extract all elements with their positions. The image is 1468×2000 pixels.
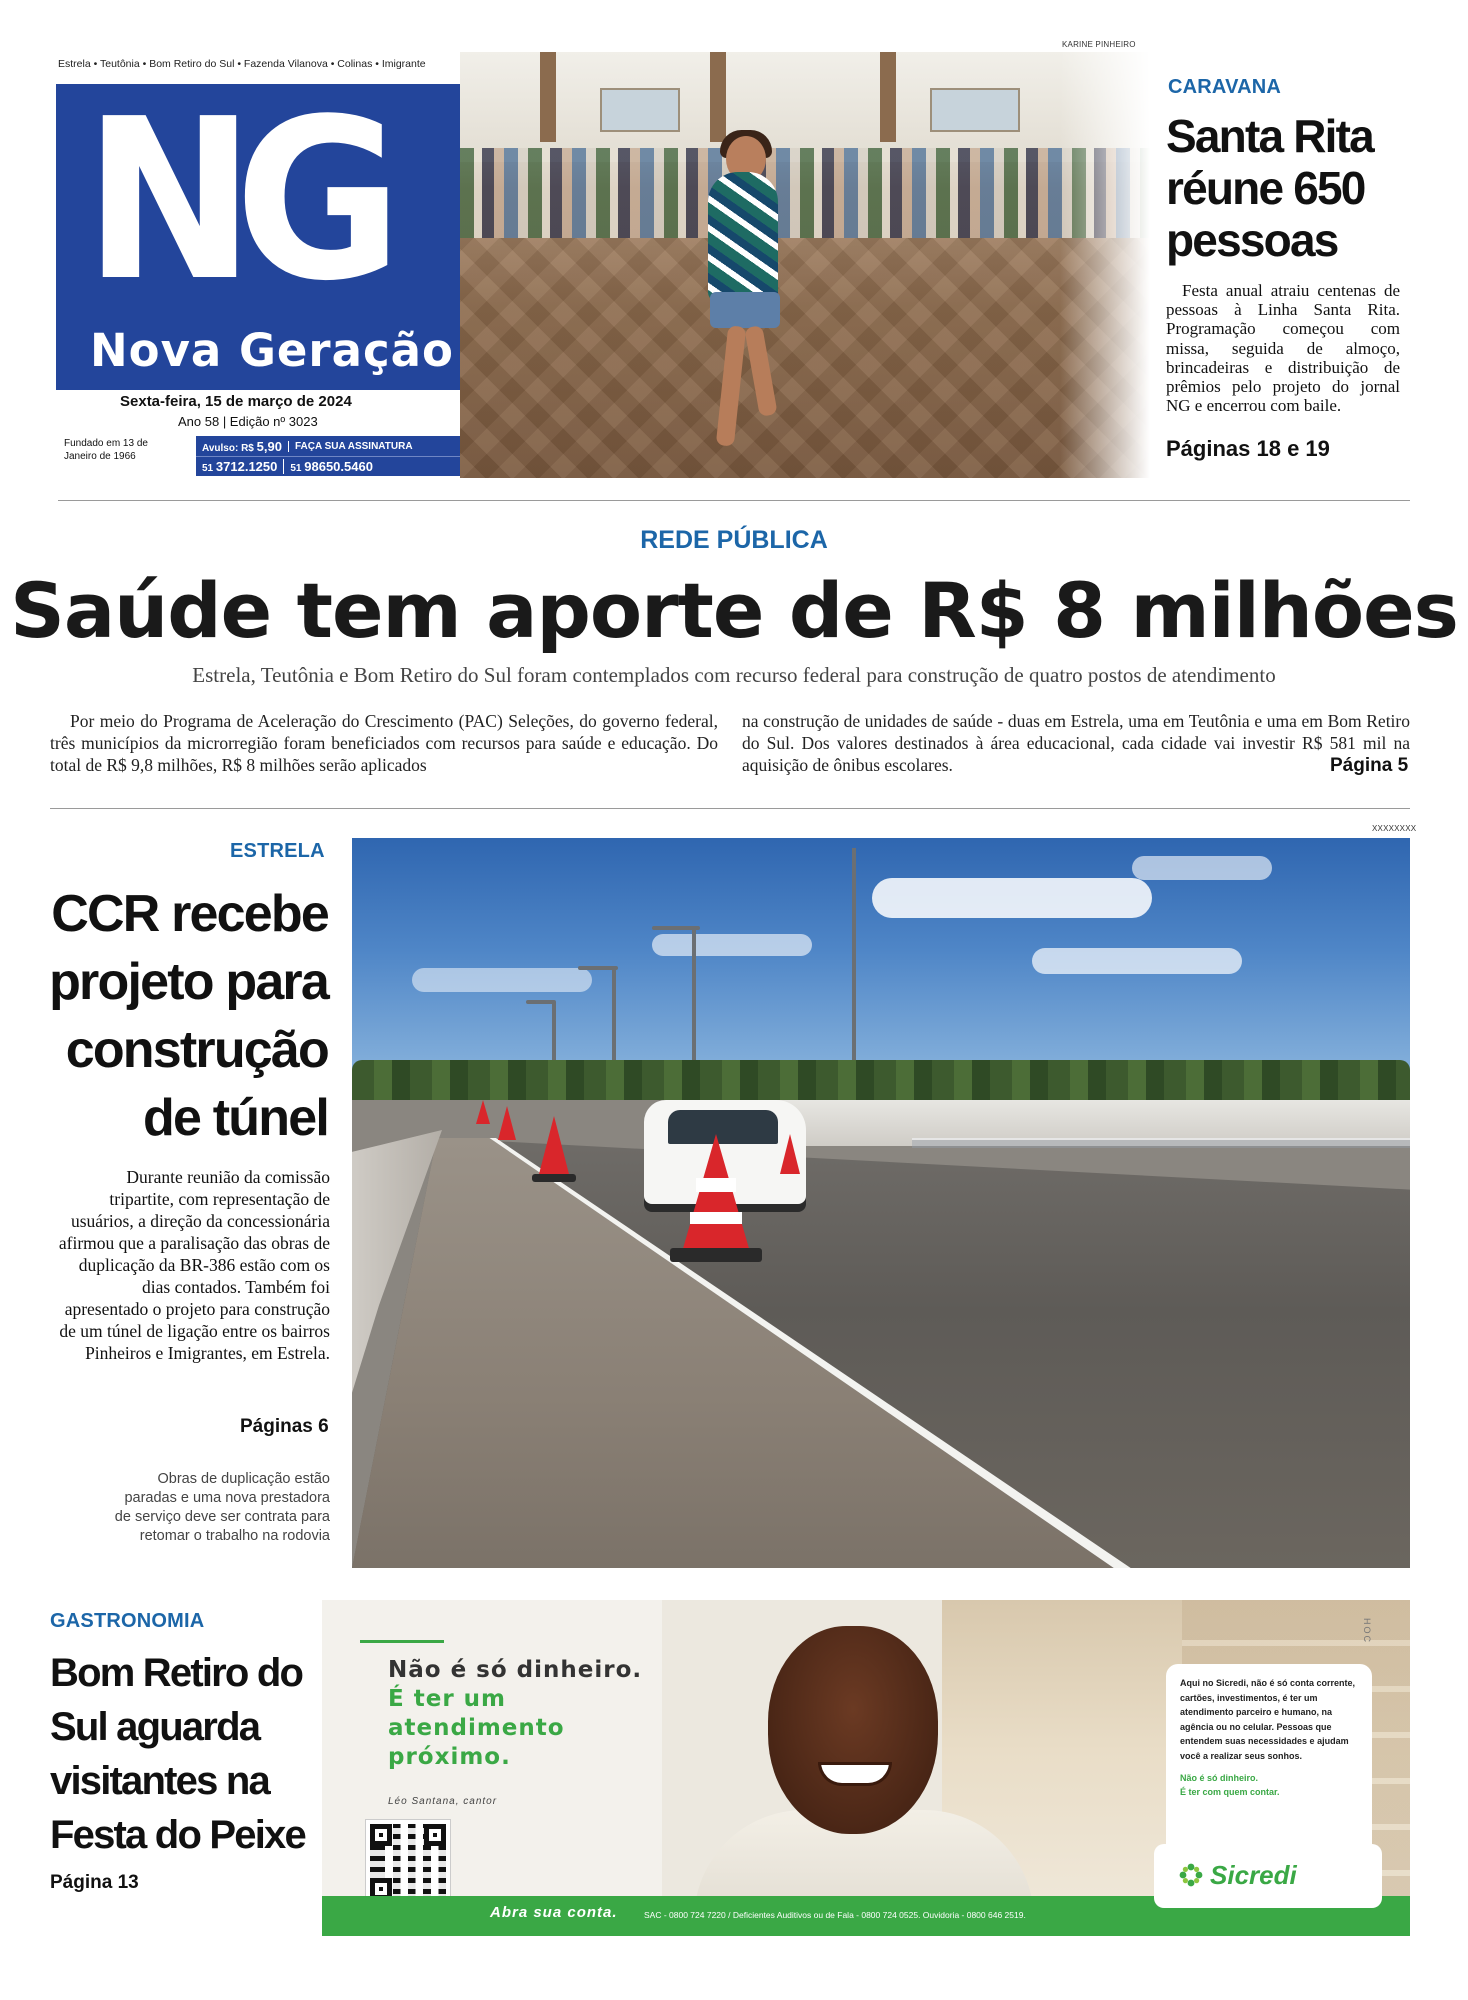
ad-tagline-line-2: É ter um xyxy=(388,1686,507,1712)
price-and-contact-bar xyxy=(196,436,460,476)
phone-1-number: 3712.1250 xyxy=(215,459,278,474)
photo-cloud xyxy=(412,968,592,992)
gastro-kicker: GASTRONOMIA xyxy=(50,1610,205,1632)
phone-2-prefix: 51 xyxy=(290,463,302,474)
gastro-page[interactable]: Página 13 xyxy=(50,1872,139,1893)
lead-subhead: Estrela, Teutônia e Bom Retiro do Sul foram contemplados com recurso federal para construção de quatro postos de atendimento xyxy=(192,663,1276,687)
phone-1-prefix: 51 xyxy=(202,463,214,474)
photo-window xyxy=(930,88,1020,132)
top-story-kicker: CARAVANA xyxy=(1168,76,1282,98)
qr-finder xyxy=(370,1824,392,1846)
ad-person-face xyxy=(768,1626,938,1834)
masthead-cities: Estrela • Teutônia • Bom Retiro do Sul • Fazenda Vilanova • Colinas • Imigrante xyxy=(58,58,426,70)
photo-cloud xyxy=(1032,948,1242,974)
photo-beam xyxy=(710,52,726,142)
phone-2[interactable] xyxy=(283,459,379,474)
top-headline-line: Santa Rita xyxy=(1166,110,1373,162)
issue-edition: Ano 58 | Edição nº 3023 xyxy=(178,414,318,429)
ccr-pages[interactable]: Páginas 6 xyxy=(240,1416,329,1437)
traffic-cone xyxy=(780,1134,800,1174)
photo-window xyxy=(600,88,680,132)
lead-headline[interactable]: Saúde tem aporte de R$ 8 milhões xyxy=(10,566,1458,655)
price xyxy=(196,439,288,454)
ccr-kicker: ESTRELA xyxy=(230,840,325,862)
photo-beam xyxy=(880,52,896,142)
sicredi-logo-icon xyxy=(1178,1862,1204,1888)
ad-tagline xyxy=(388,1656,642,1772)
ccr-headline[interactable] xyxy=(40,880,328,1152)
ccr-headline-line: construção xyxy=(65,1021,328,1079)
ad-sac-line: SAC - 0800 724 7220 / Deficientes Auditivos ou de Fala - 0800 724 0525. Ouvidoria - 0800 646 2519. xyxy=(644,1910,1026,1920)
price-value: 5,90 xyxy=(256,438,282,454)
photo-credit-road: XXXXXXXX xyxy=(1372,824,1417,833)
ad-tagline-line-4: próximo. xyxy=(388,1744,511,1770)
sicredi-brand-name: Sicredi xyxy=(1210,1860,1297,1890)
ccr-photo-caption: Obras de duplicação estão paradas e uma nova prestadora de serviço deve ser contrata para retomar o trabalho na rodovia xyxy=(114,1471,330,1544)
ccr-headline-line: projeto para xyxy=(49,953,328,1011)
photo-person-top xyxy=(708,172,778,302)
photo-beam xyxy=(540,52,556,142)
price-label: Avulso: R$ xyxy=(202,442,254,454)
traffic-cone xyxy=(538,1116,570,1178)
subscribe-link[interactable]: FAÇA SUA ASSINATURA xyxy=(288,441,419,452)
ad-qr-code[interactable] xyxy=(366,1820,450,1904)
lead-column-2: na construção de unidades de saúde - duas em Estrela, uma em Teutônia e uma em Bom Retiro do Sul. Dos valores destinados à área educacional, cada cidade vai investir R$ 581 mil na aquisição de ônibus escolares. xyxy=(742,711,1410,775)
phone-1[interactable] xyxy=(196,459,283,474)
gastro-headline-line: Bom Retiro do xyxy=(50,1651,303,1695)
photo-lamp-arm xyxy=(526,1000,556,1004)
traffic-cone-base xyxy=(532,1174,576,1182)
traffic-cone xyxy=(498,1106,516,1140)
ccr-headline-line: de túnel xyxy=(143,1089,328,1147)
gastro-headline-line: Sul aguarda xyxy=(50,1705,260,1749)
photo-person-shorts xyxy=(710,292,780,328)
gastro-headline-line: Festa do Peixe xyxy=(50,1813,305,1857)
ccr-headline-line: CCR recebe xyxy=(51,885,328,943)
ccr-body: Durante reunião da comissão tripartite, com representação de usuários, a direção da concessionária afirmou que a paralisação das obras de duplicação da BR-386 estão com os dias contados. Também foi apresentado o projeto para construção de um túnel de ligação entre os bairros Pinheiros e Imigrantes, em Estrela. xyxy=(58,1167,330,1363)
issue-date: Sexta-feira, 15 de março de 2024 xyxy=(120,393,352,410)
qr-finder xyxy=(424,1824,446,1846)
gastro-headline[interactable] xyxy=(50,1646,305,1862)
traffic-cone-band xyxy=(690,1212,742,1224)
photo-credit-top: KARINE PINHEIRO xyxy=(1062,40,1136,49)
ad-tagline-line-3: atendimento xyxy=(388,1715,565,1741)
traffic-cone-band xyxy=(696,1178,736,1192)
top-story-photo[interactable] xyxy=(460,52,1150,478)
newspaper-logo[interactable] xyxy=(56,84,460,390)
traffic-cone xyxy=(682,1134,750,1252)
traffic-cone xyxy=(476,1100,490,1124)
photo-floor xyxy=(460,238,1150,478)
top-story-headline[interactable] xyxy=(1166,110,1373,266)
photo-treeline xyxy=(352,1060,1410,1100)
lead-page[interactable]: Página 5 xyxy=(1330,755,1409,776)
ad-card-green-2: É ter com quem contar. xyxy=(1180,1787,1280,1797)
photo-cloud xyxy=(872,878,1152,918)
section-divider xyxy=(50,808,1410,809)
lead-column-1: Por meio do Programa de Aceleração do Crescimento (PAC) Seleções, do governo federal, três municípios da microrregião foram beneficiados com recursos para saúde e educação. Do total de R$ 9,8 milhões, R$ 8 milhões serão aplicados xyxy=(50,711,718,775)
photo-cloud xyxy=(652,934,812,956)
logo-name: Nova Geração xyxy=(90,324,454,377)
photo-lamp-arm xyxy=(578,966,618,970)
ad-cta[interactable]: Abra sua conta. xyxy=(490,1904,618,1921)
ad-accent-line xyxy=(360,1640,444,1643)
ad-card-text: Aqui no Sicredi, não é só conta corrente, cartões, investimentos, é ter um atendimento parceiro e humano, na agência ou no celular. Pessoas que entendem suas necessidades e ajudam você a realizar seus sonhos. xyxy=(1180,1678,1356,1761)
photo-guardrail xyxy=(912,1138,1410,1148)
top-headline-line: réune 650 xyxy=(1166,162,1365,214)
ccr-road-photo[interactable] xyxy=(352,838,1410,1568)
top-story-pages[interactable]: Páginas 18 e 19 xyxy=(1166,436,1330,461)
photo-cloud xyxy=(1132,856,1272,880)
ad-signature: Léo Santana, cantor xyxy=(388,1796,498,1807)
sicredi-advertisement[interactable] xyxy=(322,1600,1410,1936)
founded-note: Fundado em 13 de Janeiro de 1966 xyxy=(64,438,148,462)
section-divider xyxy=(58,500,1410,501)
logo-letters: NG xyxy=(84,84,383,330)
lead-kicker: REDE PÚBLICA xyxy=(640,526,828,554)
ad-card-green-1: Não é só dinheiro. xyxy=(1180,1773,1259,1783)
gastro-headline-line: visitantes na xyxy=(50,1759,269,1803)
photo-wall xyxy=(460,52,1150,162)
top-story-body: Festa anual atraiu centenas de pessoas à Linha Santa Rita. Programação começou com missa, seguida de almoço, brincadeiras e distribuição de prêmios pelo projeto do jornal NG e encerrou com baile. xyxy=(1166,281,1400,416)
photo-fade xyxy=(1060,52,1150,478)
ad-tagline-line-1: Não é só dinheiro. xyxy=(388,1657,643,1683)
photo-crowd xyxy=(460,148,1150,238)
traffic-cone-base xyxy=(670,1248,762,1262)
top-headline-line: pessoas xyxy=(1166,214,1338,266)
ad-side-tag: HOC xyxy=(1362,1618,1372,1644)
phone-2-number: 98650.5460 xyxy=(304,459,373,474)
photo-lamp-arm xyxy=(652,926,700,930)
